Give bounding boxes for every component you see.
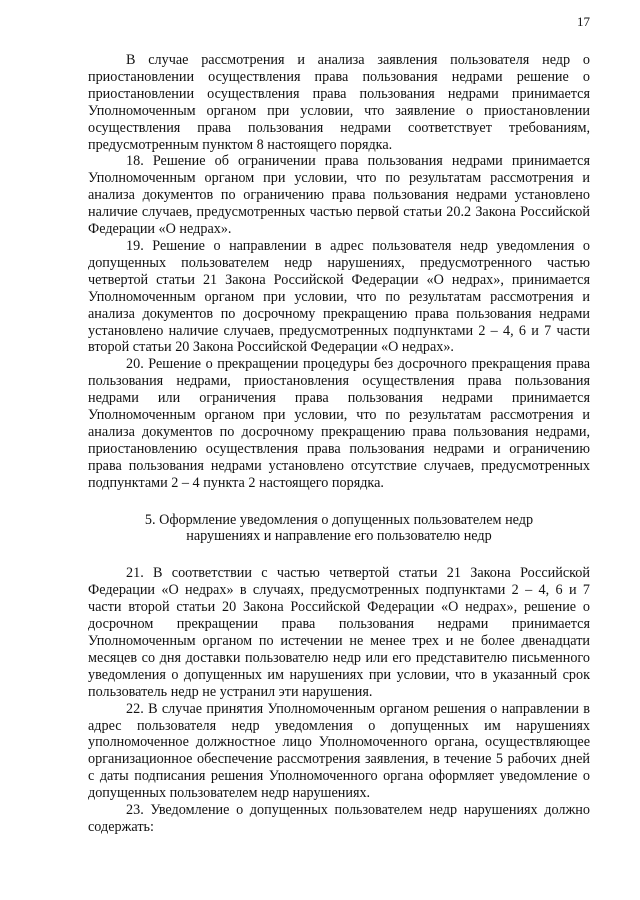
paragraph-21: 21. В соответствии с частью четвертой статьи 21 Закона Российской Федерации «О недрах» в случаях, предусмотренных подпунктами 2 – 4, 6 и 7 части второй статьи 20 Закона Российской Федерации «О недрах», решение о досрочном прекращении права пользования недрами принимается Уполномоченным органом по истечении не менее трех и не более двенадцати месяцев со дня доставки пользователю недр или его представителю письменного уведомления о допущенных им нарушениях при условии, что в указанный срок пользователь недр не устранил эти нарушения.: [88, 565, 590, 700]
document-body: [88, 52, 590, 836]
paragraph-suspension-decision: В случае рассмотрения и анализа заявления пользователя недр о приостановлении осуществления права пользования недрами решение о приостановлении осуществления права пользования недрами принимается Уполномоченным органом при условии, что заявление о приостановлении осуществления права пользования недрами соответствует требованиям, предусмотренным пунктом 8 настоящего порядка.: [88, 52, 590, 153]
paragraph-18: 18. Решение об ограничении права пользования недрами принимается Уполномоченным органом при условии, что по результатам рассмотрения и анализа документов по ограничению права пользования недрами установлено наличие случаев, предусмотренных частью первой статьи 20.2 Закона Российской Федерации «О недрах».: [88, 153, 590, 238]
paragraph-20: 20. Решение о прекращении процедуры без досрочного прекращения права пользования недрами, приостановления осуществления права пользования недрами или ограничения права пользования недрами принимается Уполномоченным органом при условии, что по результатам рассмотрения и анализа документов по досрочному прекращению права пользования недрами, приостановлению осуществления права пользования недрами и ограничению права пользования недрами установлено отсутствие случаев, предусмотренных подпунктами 2 – 4 пункта 2 настоящего порядка.: [88, 356, 590, 491]
paragraph-19: 19. Решение о направлении в адрес пользователя недр уведомления о допущенных пользователем недр нарушениях, предусмотренного частью четвертой статьи 21 Закона Российской Федерации «О недрах», принимается Уполномоченным органом при условии, что по результатам рассмотрения и анализа документов по досрочному прекращению права пользования недрами установлено наличие случаев, предусмотренных подпунктами 2 – 4, 6 и 7 части второй статьи 20 Закона Российской Федерации «О недрах».: [88, 237, 590, 356]
paragraph-23: 23. Уведомление о допущенных пользователем недр нарушениях должно содержать:: [88, 802, 590, 835]
section-heading-line-1: 5. Оформление уведомления о допущенных пользователем недр: [144, 511, 534, 528]
section-heading: [88, 512, 590, 546]
section-heading-line-2: нарушениях и направление его пользователю недр: [186, 528, 492, 545]
page-number: 17: [577, 14, 590, 29]
paragraph-22: 22. В случае принятия Уполномоченным органом решения о направлении в адрес пользователя недр уведомления о допущенных им нарушениях уполномоченное должностное лицо Уполномоченного органа, осуществляющее организационное обеспечение рассмотрения заявления, в течение 5 рабочих дней с даты подписания решения Уполномоченного органа оформляет уведомление о допущенных пользователем недр нарушениях.: [88, 700, 590, 802]
